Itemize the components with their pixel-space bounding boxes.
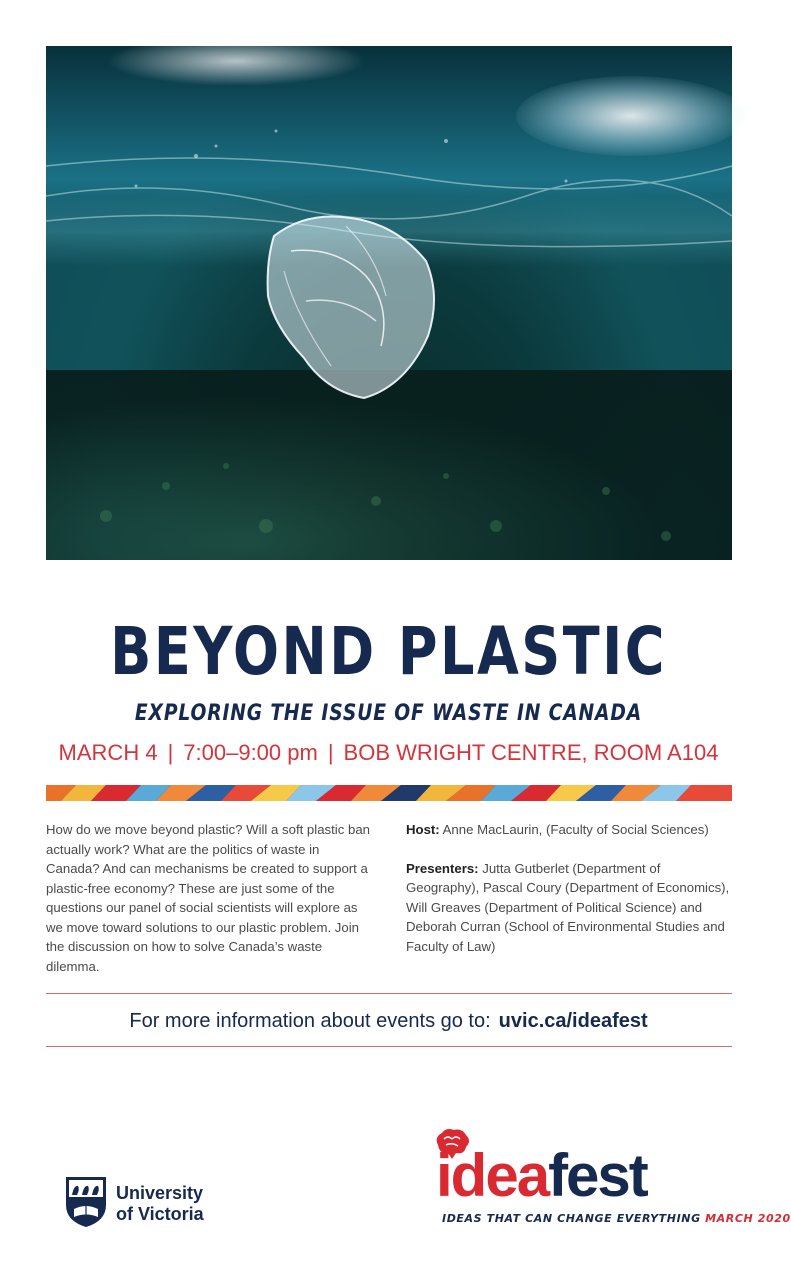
tagline-date: MARCH 2020 [705,1212,791,1225]
more-info-text: For more information about events go to: [129,1010,491,1032]
hero-image [46,46,732,560]
event-details [0,738,777,768]
plastic-bag-illustration [46,46,732,560]
ideafest-tagline [442,1212,791,1225]
divider-bottom [46,1046,732,1047]
wordmark-fest: fest [548,1142,647,1209]
event-time: 7:00–9:00 pm [183,740,318,765]
presenters-line [406,859,736,957]
separator: | [327,740,334,765]
tagline-text: IDEAS THAT CAN CHANGE EVERYTHING [442,1212,701,1225]
ideafest-link[interactable]: uvic.ca/ideafest [498,1010,648,1032]
more-info [0,1006,777,1036]
people-column [406,820,736,975]
divider-top [46,993,732,994]
ideafest-wordmark [436,1143,647,1209]
host-label: Host: [406,822,440,837]
event-date: MARCH 4 [58,740,158,765]
mosaic-divider [46,785,732,801]
uvic-name-line1: University [116,1183,204,1203]
event-subtitle: EXPLORING THE ISSUE OF WASTE IN CANADA [134,701,643,726]
event-location: BOB WRIGHT CENTRE, ROOM A104 [343,740,719,765]
host-line [406,820,736,840]
presenters-text: Jutta Gutberlet (Department of Geography), Pascal Coury (Department of Economics), Will Greaves (Department of Political Science) and Deborah Curran (School of Environmental Studies and Faculty of Law) [406,860,730,954]
uvic-name-line2: of Victoria [116,1204,204,1224]
event-title: BEYOND PLASTIC [110,613,667,690]
separator: | [167,740,174,765]
ideafest-logo [430,1125,791,1235]
uvic-crest-icon [64,1175,108,1229]
uvic-name [116,1183,204,1225]
event-description: How do we move beyond plastic? Will a soft plastic ban actually work? What are the politics of waste in Canada? And can mechanisms be created to support a plastic-free economy? These are just some of the questions our panel of social scientists will explore as we move toward solutions to our plastic problem. Join the discussion on how to solve Canada’s waste dilemma. [46,822,370,974]
presenters-label: Presenters: [406,860,479,876]
uvic-logo [64,1175,264,1235]
host-text: Anne MacLaurin, (Faculty of Social Sciences) [442,822,709,837]
wordmark-idea: idea [436,1142,549,1209]
